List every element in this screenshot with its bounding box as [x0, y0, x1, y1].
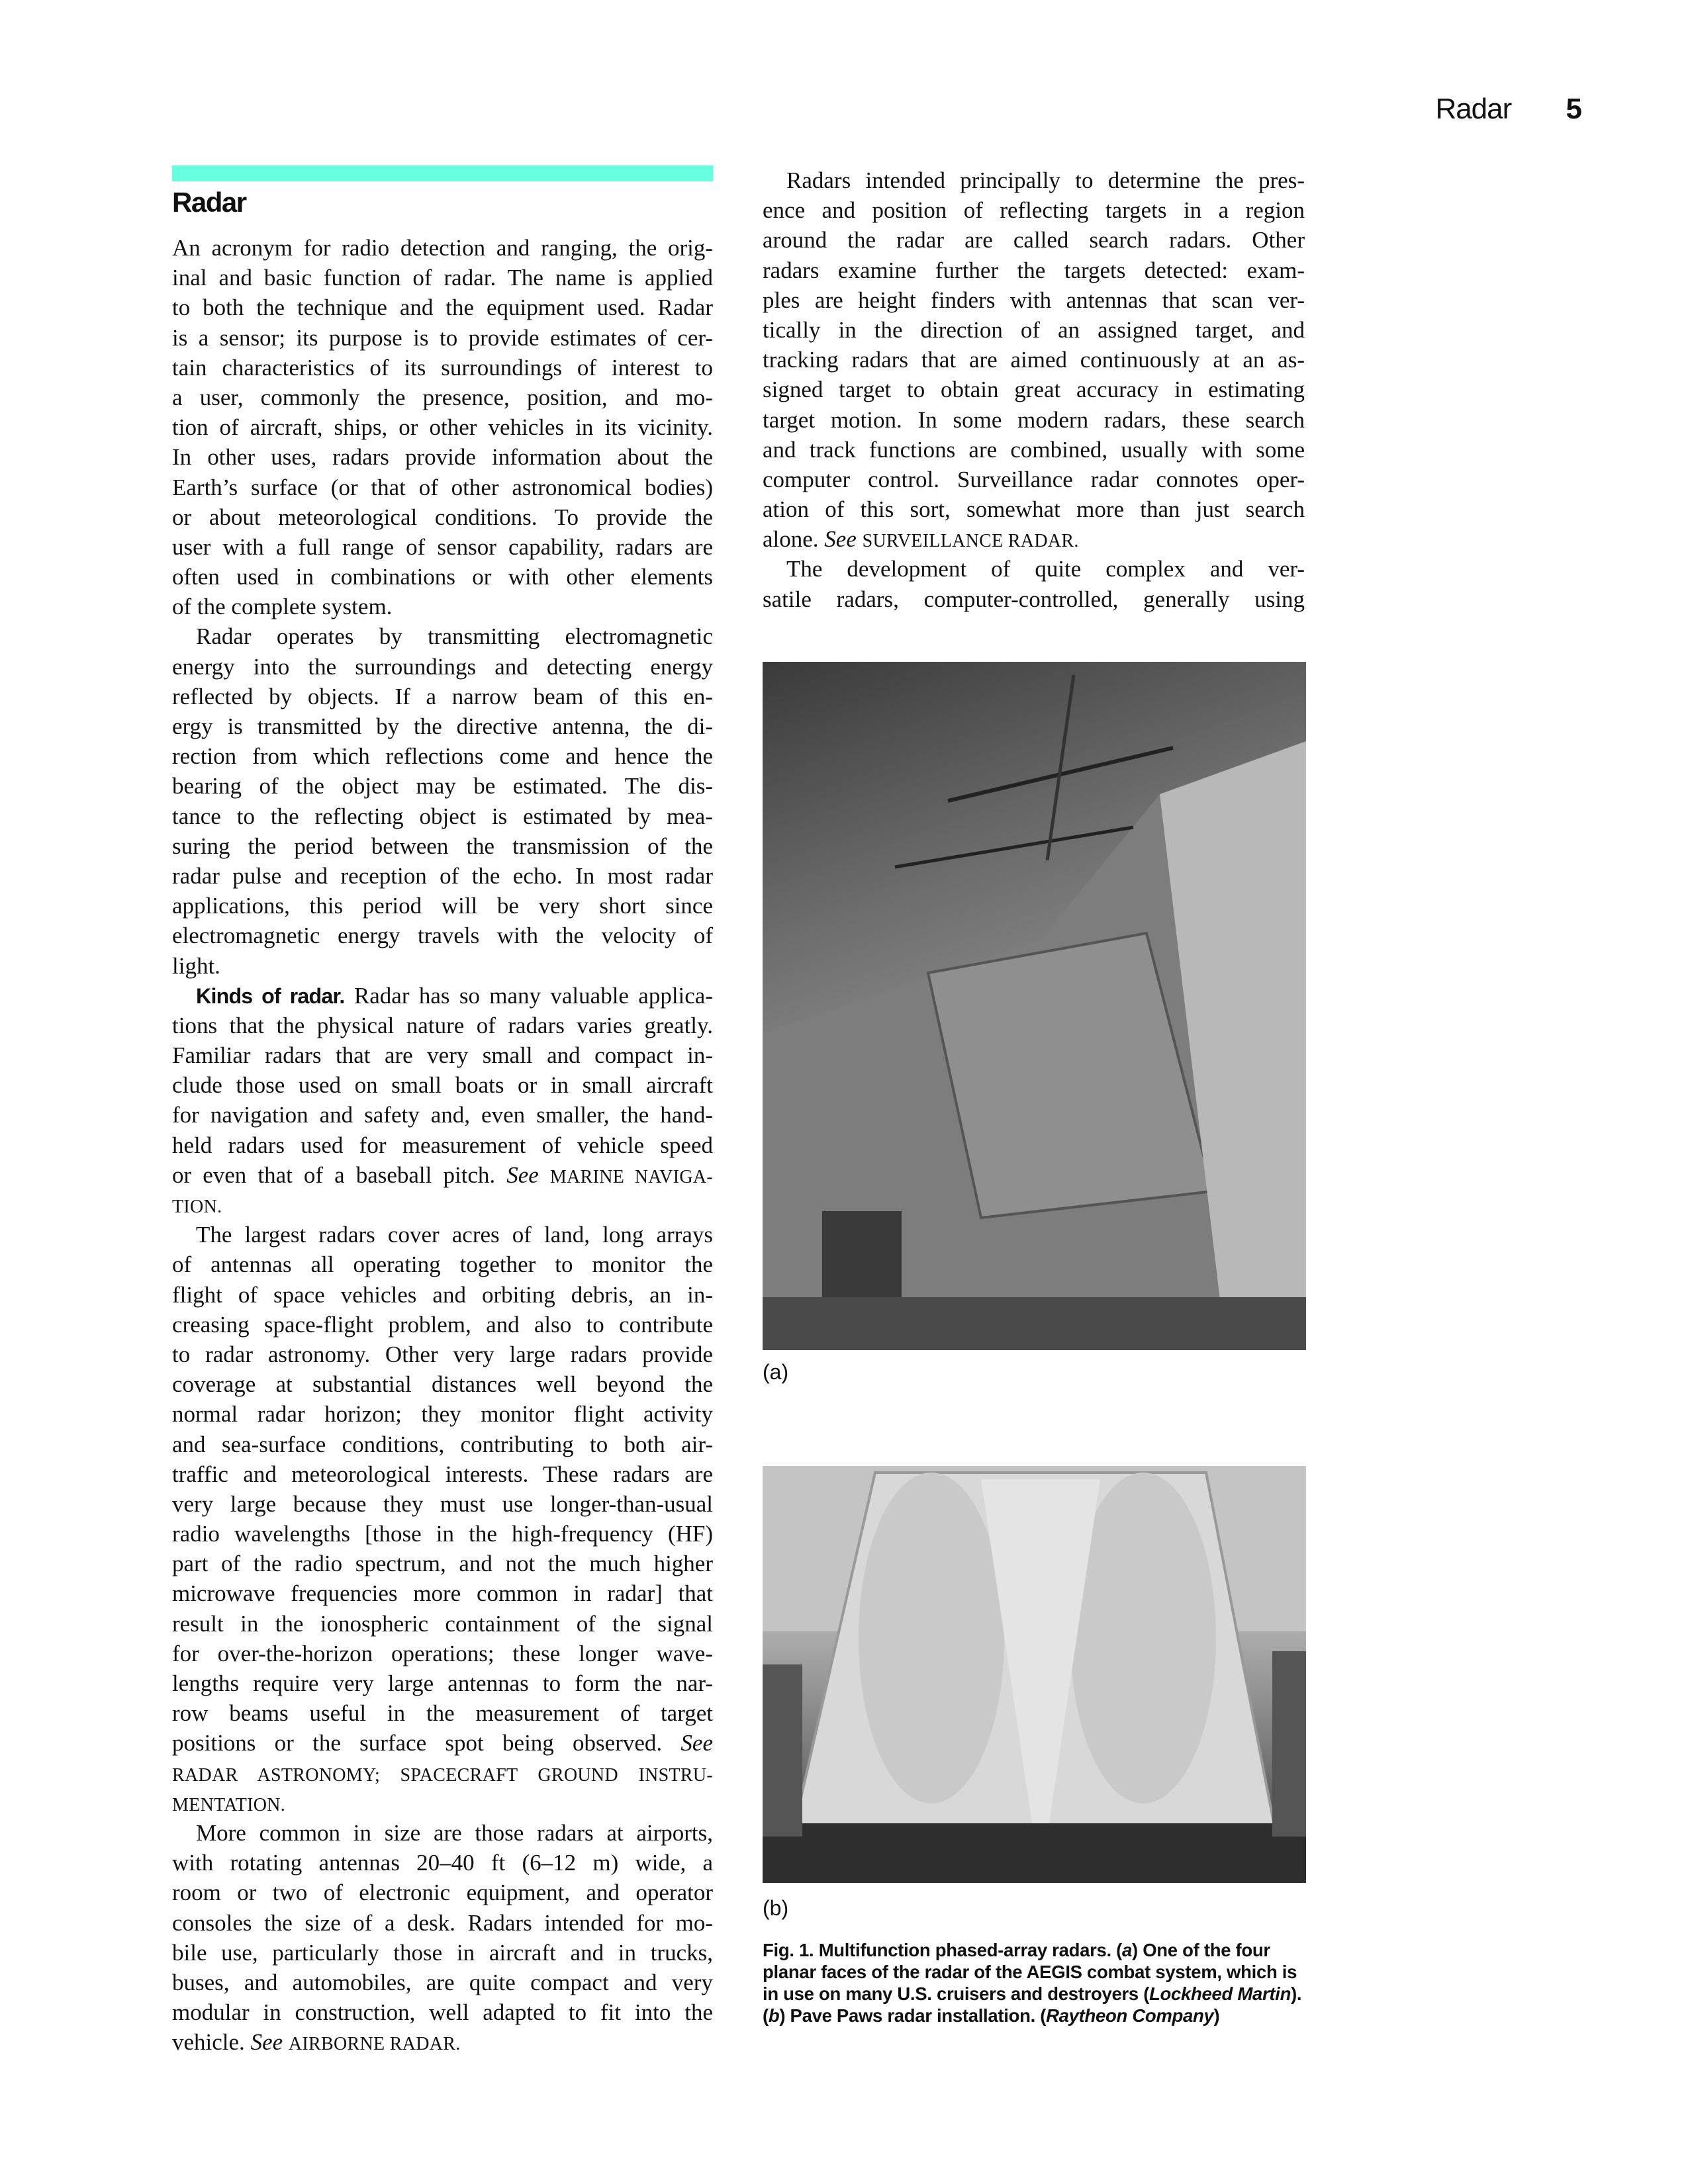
text-run: user with a full range of sensor capability, radars are — [172, 533, 713, 560]
text-line — [763, 225, 1305, 255]
text-run: electromagnetic energy travels with the velocity of — [172, 923, 713, 949]
text-line — [172, 353, 713, 383]
text-line — [172, 1668, 713, 1698]
text-run: with rotating antennas 20–40 ft (6–12 m) wide, a — [172, 1850, 713, 1876]
text-line — [172, 1908, 713, 1938]
caption-text: ) — [1213, 2005, 1220, 2026]
text-line — [172, 1280, 713, 1310]
text-line — [172, 1758, 713, 1788]
text-run: normal radar horizon; they monitor flight activity — [172, 1401, 713, 1428]
text-line — [763, 524, 1305, 554]
text-run: inal and basic function of radar. The name is applied — [172, 265, 713, 291]
text-line — [172, 1968, 713, 1997]
italic-text: See — [506, 1161, 539, 1188]
text-line — [763, 255, 1305, 285]
text-run: row beams useful in the measurement of target — [172, 1700, 713, 1727]
text-run: clude those used on small boats or in small aircraft — [172, 1072, 713, 1099]
text-run: applications, this period will be very short since — [172, 893, 713, 919]
text-run: Familiar radars that are very small and compact in- — [172, 1042, 713, 1069]
text-line — [763, 165, 1305, 195]
text-run: to both the technique and the equipment used. Radar — [172, 295, 713, 321]
text-run: for navigation and safety and, even smaller, the hand- — [172, 1102, 713, 1128]
text-line — [172, 502, 713, 532]
italic-text: See — [680, 1730, 713, 1756]
text-run: of the complete system. — [172, 594, 393, 620]
caption-credit: Lockheed Martin — [1149, 1983, 1291, 2004]
text-run — [857, 526, 863, 552]
text-run: The development of quite complex and ver- — [786, 556, 1305, 582]
text-line — [172, 1549, 713, 1578]
text-line — [763, 375, 1305, 404]
text-line — [172, 1609, 713, 1639]
paragraph — [763, 554, 1305, 614]
text-run: Radar has so many valuable applica- — [344, 982, 714, 1009]
text-line — [172, 263, 713, 293]
text-run: vehicle. — [172, 2029, 251, 2056]
text-line — [172, 1519, 713, 1549]
text-run: for over-the-horizon operations; these longer wave- — [172, 1640, 713, 1666]
text-line — [172, 1430, 713, 1459]
text-line — [763, 315, 1305, 345]
text-line — [763, 584, 1305, 614]
text-line — [763, 345, 1305, 375]
text-run: reflected by objects. If a narrow beam of this en- — [172, 683, 713, 709]
text-line — [172, 412, 713, 442]
figure-caption — [763, 1939, 1312, 2026]
text-run: tain characteristics of its surroundings of interest to — [172, 354, 713, 381]
text-line — [172, 891, 713, 921]
text-run: signed target to obtain great accuracy in estimating — [763, 377, 1305, 403]
text-run: and track functions are combined, usually with some — [763, 436, 1305, 463]
text-line — [172, 1040, 713, 1070]
text-run: radars examine further the targets detected: exam- — [763, 257, 1305, 283]
text-line — [172, 621, 713, 651]
text-run: and sea-surface conditions, contributing to both air- — [172, 1431, 713, 1457]
text-run: In other uses, radars provide information about the — [172, 444, 713, 471]
text-line — [172, 532, 713, 562]
text-line — [172, 293, 713, 322]
text-run: buses, and automobiles, are quite compact and very — [172, 1969, 713, 1995]
text-run: More common in size are those radars at airports, — [196, 1819, 713, 1846]
text-line — [172, 383, 713, 412]
text-run: alone. — [763, 526, 825, 553]
paragraph — [763, 165, 1305, 554]
text-run: ation of this sort, somewhat more than just search — [763, 496, 1305, 523]
text-line — [763, 405, 1305, 435]
text-line — [763, 195, 1305, 225]
text-run: tracking radars that are aimed continuously at an as- — [763, 347, 1305, 373]
text-run: room or two of electronic equipment, and operator — [172, 1880, 713, 1906]
text-run: ergy is transmitted by the directive antenna, the di- — [172, 713, 713, 739]
text-run: lengths require very large antennas to form the nar- — [172, 1670, 713, 1696]
text-line — [172, 981, 713, 1011]
cross-reference: SURVEILLANCE RADAR. — [862, 531, 1079, 552]
text-line — [172, 1788, 713, 1818]
paragraph — [172, 233, 713, 621]
text-line — [172, 323, 713, 353]
paragraph — [172, 1220, 713, 1818]
text-run: suring the period between the transmission of the — [172, 833, 713, 859]
caption-text: ). ( — [763, 1983, 1302, 2026]
text-line — [172, 831, 713, 861]
text-line — [172, 951, 713, 981]
text-line — [172, 801, 713, 831]
text-run: tance to the reflecting object is estimated by mea- — [172, 803, 713, 829]
figure-photo-pave-paws-radar — [763, 1466, 1306, 1883]
text-line — [172, 921, 713, 950]
text-run: rection from which reflections come and hence the — [172, 743, 713, 770]
text-line — [172, 1250, 713, 1279]
text-run — [283, 2029, 289, 2055]
text-line — [172, 1100, 713, 1130]
text-line — [172, 682, 713, 711]
text-run: coverage at substantial distances well beyond the — [172, 1371, 713, 1398]
text-line — [172, 1818, 713, 1848]
text-line — [763, 435, 1305, 465]
text-run: around the radar are called search radars. Other — [763, 227, 1305, 253]
text-line — [172, 1399, 713, 1429]
text-line — [172, 1459, 713, 1489]
text-run: positions or the surface spot being observed. — [172, 1730, 681, 1756]
text-run: tically in the direction of an assigned target, and — [763, 316, 1305, 343]
text-line — [172, 1997, 713, 2027]
text-line — [172, 562, 713, 592]
text-line — [172, 771, 713, 801]
text-run: traffic and meteorological interests. These radars are — [172, 1461, 713, 1487]
text-run — [539, 1162, 550, 1188]
text-line — [172, 2027, 713, 2057]
text-run: a user, commonly the presence, position, and mo- — [172, 384, 713, 410]
text-line — [172, 1011, 713, 1040]
text-run: bearing of the object may be estimated. The dis- — [172, 773, 713, 799]
cross-reference: TION. — [172, 1197, 222, 1217]
text-run: radar pulse and reception of the echo. In most radar — [172, 862, 713, 889]
text-run: part of the radio spectrum, and not the much higher — [172, 1551, 713, 1577]
text-line — [172, 1310, 713, 1340]
text-run: target motion. In some modern radars, these search — [763, 406, 1305, 433]
italic-text: See — [824, 526, 857, 553]
text-line — [172, 1698, 713, 1728]
panel-a-label: (a) — [763, 1360, 789, 1384]
text-line — [172, 1938, 713, 1968]
cross-reference: RADAR ASTRONOMY; SPACECRAFT GROUND INSTRU- — [172, 1764, 713, 1786]
entry-accent-bar — [172, 165, 713, 181]
panel-b-label: (b) — [763, 1896, 789, 1920]
text-line — [172, 1369, 713, 1399]
text-line — [172, 1190, 713, 1220]
text-line — [172, 741, 713, 771]
running-head — [1435, 93, 1582, 126]
cross-reference: MARINE NAVIGA- — [549, 1166, 713, 1187]
text-line — [172, 442, 713, 472]
text-run: modular in construction, well adapted to fit into the — [172, 1999, 713, 2026]
caption-credit: b — [768, 2005, 780, 2026]
text-run: The largest radars cover acres of land, long arrays — [196, 1222, 713, 1248]
caption-text: ) Pave Paws radar installation. ( — [779, 2005, 1047, 2026]
text-line — [763, 554, 1305, 584]
text-run: Earth’s surface (or that of other astronomical bodies) — [172, 474, 713, 500]
cross-reference: AIRBORNE RADAR. — [288, 2034, 461, 2055]
text-line — [172, 861, 713, 891]
text-run: radio wavelengths [those in the high-frequency (HF) — [172, 1521, 713, 1547]
text-run: often used in combinations or with other elements — [172, 564, 713, 590]
text-run: result in the ionospheric containment of the signal — [172, 1610, 713, 1637]
text-run: ence and position of reflecting targets in a region — [763, 197, 1305, 224]
text-run: satile radars, computer-controlled, generally using — [763, 586, 1305, 612]
text-line — [172, 1728, 713, 1758]
text-run: energy into the surroundings and detecting energy — [172, 653, 713, 680]
text-line — [172, 1340, 713, 1369]
paragraph — [172, 621, 713, 980]
text-line — [172, 1130, 713, 1160]
run-in-heading: Kinds of radar. — [196, 983, 345, 1008]
text-line — [172, 473, 713, 502]
text-line — [763, 465, 1305, 494]
text-run: or even that of a baseball pitch. — [172, 1161, 507, 1188]
caption-text: Fig. 1. Multifunction phased-array radars. ( — [763, 1940, 1123, 1960]
text-run: ples are height finders with antennas that scan ver- — [763, 287, 1305, 313]
text-run: Radar operates by transmitting electromagnetic — [196, 623, 713, 650]
caption-credit: a — [1122, 1940, 1133, 1960]
right-column — [763, 165, 1305, 614]
italic-text: See — [250, 2029, 283, 2056]
text-run: creasing space-flight problem, and also to contribute — [172, 1311, 713, 1338]
text-run: is a sensor; its purpose is to provide estimates of cer- — [172, 324, 713, 351]
text-run: microwave frequencies more common in radar] that — [172, 1580, 713, 1607]
text-line — [763, 285, 1305, 315]
text-line — [172, 233, 713, 263]
text-line — [172, 1639, 713, 1668]
text-run: bile use, particularly those in aircraft and in trucks, — [172, 1939, 713, 1966]
text-run: An acronym for radio detection and ranging, the orig- — [172, 235, 713, 261]
text-run: Radars intended principally to determine the pres- — [786, 167, 1305, 193]
cross-reference: MENTATION. — [172, 1794, 286, 1815]
text-run: light. — [172, 952, 220, 979]
text-run: very large because they must use longer-than-usual — [172, 1490, 713, 1517]
text-run: of antennas all operating together to monitor the — [172, 1251, 713, 1278]
figure-photo-aegis-radar — [763, 662, 1306, 1350]
paragraph — [172, 981, 713, 1220]
text-run: tion of aircraft, ships, or other vehicles in its vicinity. — [172, 414, 713, 441]
text-line — [172, 592, 713, 621]
text-line — [763, 494, 1305, 524]
text-run: held radars used for measurement of vehicle speed — [172, 1132, 713, 1158]
text-line — [172, 711, 713, 741]
text-line — [172, 1578, 713, 1608]
text-line — [172, 1848, 713, 1878]
text-run: to radar astronomy. Other very large radars provide — [172, 1341, 713, 1367]
text-line — [172, 652, 713, 682]
left-column — [172, 233, 713, 2057]
text-run: or about meteorological conditions. To provide the — [172, 504, 713, 530]
text-run: computer control. Surveillance radar connotes oper- — [763, 466, 1305, 492]
text-run: consoles the size of a desk. Radars intended for mo- — [172, 1909, 713, 1936]
caption-credit: Raytheon Company — [1046, 2005, 1214, 2026]
page-number: 5 — [1566, 93, 1582, 125]
entry-title: Radar — [172, 187, 246, 218]
paragraph — [172, 1818, 713, 2058]
running-head-title: Radar — [1435, 93, 1512, 125]
text-line — [172, 1070, 713, 1100]
text-line — [172, 1489, 713, 1519]
text-line — [172, 1160, 713, 1190]
text-run: flight of space vehicles and orbiting debris, an in- — [172, 1281, 713, 1308]
text-line — [172, 1878, 713, 1907]
text-line — [172, 1220, 713, 1250]
text-run: tions that the physical nature of radars varies greatly. — [172, 1012, 713, 1038]
caption-text: ) One of the four planar faces of the radar of the AEGIS combat system, which is in use on many U.S. cruisers and destroyers ( — [763, 1940, 1297, 2004]
